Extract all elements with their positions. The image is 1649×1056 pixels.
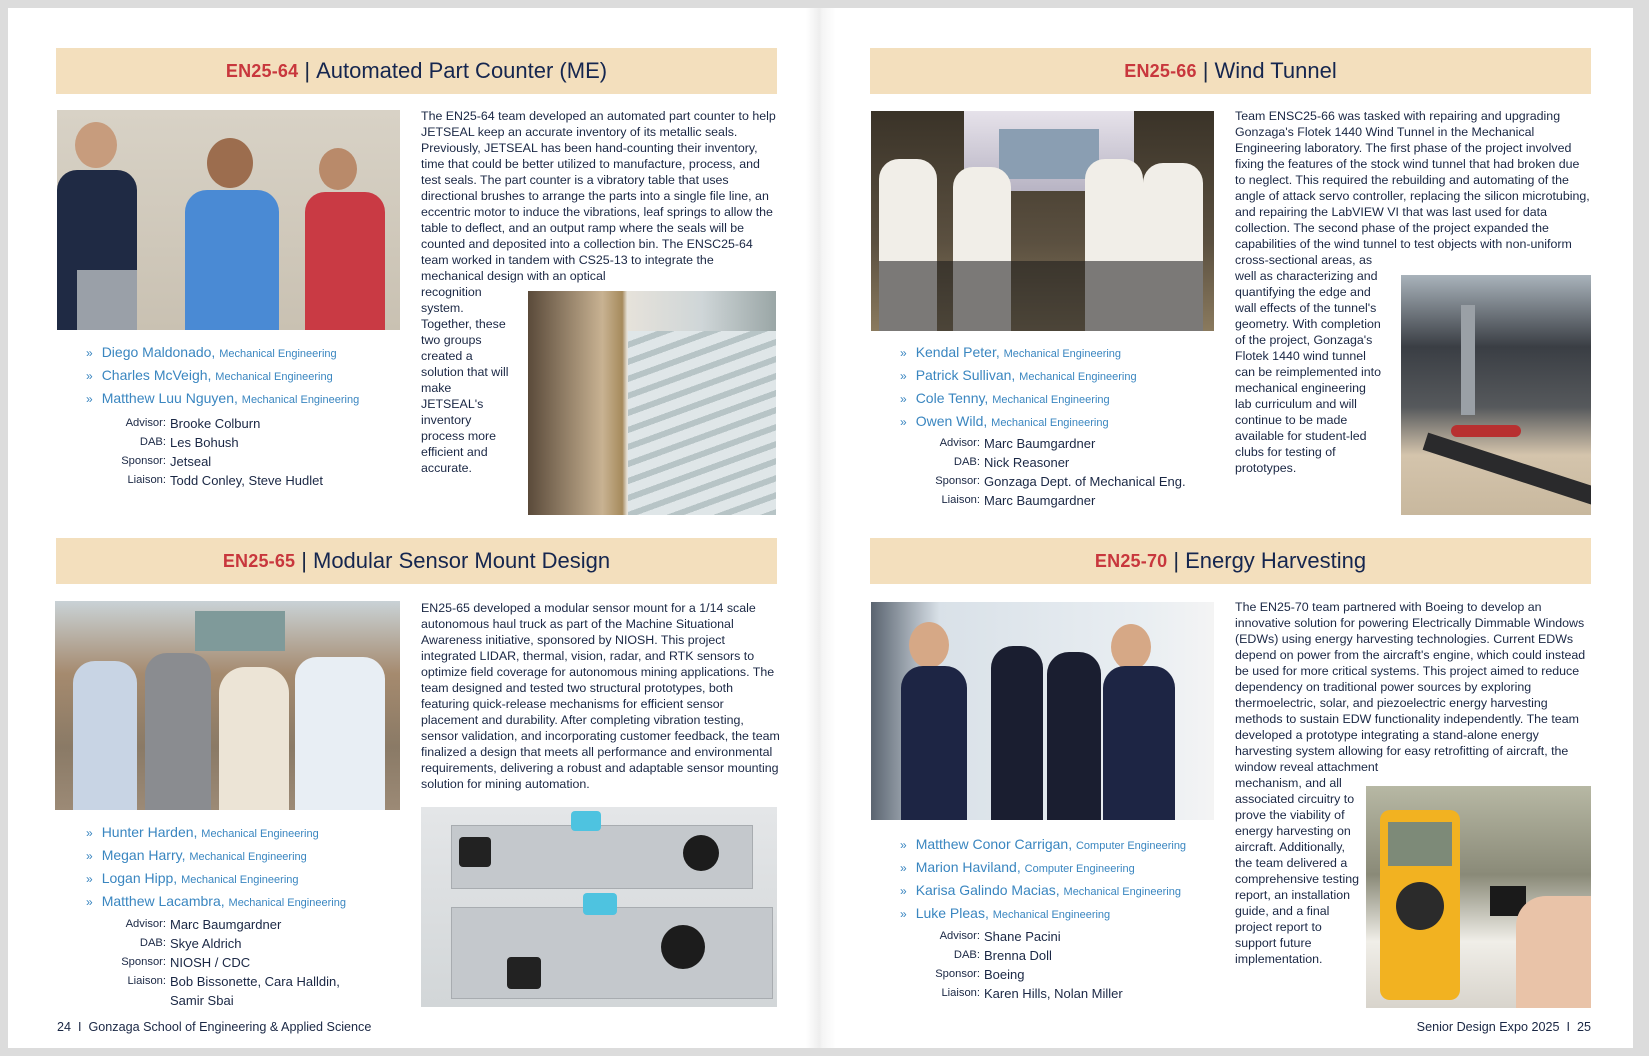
role-sponsor: Sponsor: Gonzaga Dept. of Mechanical Eng. <box>935 474 1186 489</box>
member-dept: Mechanical Engineering <box>215 371 333 383</box>
project-code: EN25-66 <box>1124 60 1197 81</box>
member-item: » Kendal Peter, Mechanical Engineering <box>900 344 1122 360</box>
project-banner <box>56 538 777 584</box>
member-name: Patrick Sullivan, <box>915 367 1016 383</box>
member-item: » Hunter Harden, Mechanical Engineering <box>86 824 319 840</box>
role-liaison: Liaison: Karen Hills, Nolan Miller <box>941 986 1123 1001</box>
project-banner <box>870 48 1591 94</box>
member-list <box>86 342 359 411</box>
role-liaison-continued: Samir Sbai <box>170 993 234 1008</box>
project-banner <box>870 538 1591 584</box>
member-name: Matthew Luu Nguyen, <box>101 390 238 406</box>
member-dept: Mechanical Engineering <box>1003 348 1122 360</box>
member-dept: Mechanical Engineering <box>991 417 1109 429</box>
member-item: » Patrick Sullivan, Mechanical Engineering <box>900 367 1137 383</box>
footer-right: Senior Design Expo 2025 I 25 <box>1416 1020 1591 1034</box>
role-sponsor: Sponsor: Boeing <box>935 967 1025 982</box>
project-title: Automated Part Counter (ME) <box>316 58 608 83</box>
member-dept: Computer Engineering <box>1024 863 1135 875</box>
project-code: EN25-70 <box>1094 550 1168 571</box>
project-description-wrap: well as characterizing and quantifying the edge and wall effects of the tunnel's geometry. With completion of the project, Gonzaga's Flotek 1440 wind tunnel can be reimplemented into mechanical engineering lab curriculum and will continue to be made available for student-led clubs for testing of prototypes. <box>1235 269 1382 475</box>
role-liaison: Liaison: Todd Conley, Steve Hudlet <box>127 473 323 488</box>
project-title: Wind Tunnel <box>1214 58 1337 83</box>
project-roles <box>86 414 323 490</box>
team-photo <box>871 602 1214 820</box>
member-dept: Mechanical Engineering <box>1019 371 1137 383</box>
project-description-wrap: recognition system. Together, these two groups created a solution that will make JETSEAL's inventory process more efficient and accurate. <box>421 285 509 475</box>
member-item: » Diego Maldonado, Mechanical Engineering <box>86 344 337 360</box>
role-dab: DAB: Skye Aldrich <box>139 936 242 951</box>
member-dept: Mechanical Engineering <box>1063 886 1181 898</box>
project-roles <box>900 927 1123 1003</box>
team-photo <box>55 601 400 810</box>
member-item: » Matthew Lacambra, Mechanical Engineering <box>86 893 346 909</box>
member-list <box>86 822 346 914</box>
part-counter-photo <box>528 291 776 515</box>
member-dept: Mechanical Engineering <box>992 394 1110 406</box>
multimeter-photo <box>1366 786 1591 1008</box>
role-advisor: Advisor: Brooke Colburn <box>125 416 261 431</box>
member-name: Kendal Peter, <box>915 344 1000 360</box>
role-liaison: Liaison: Marc Baumgardner <box>941 493 1096 508</box>
title-separator: | <box>304 58 311 83</box>
member-name: Cole Tenny, <box>915 390 989 406</box>
project-description: The EN25-64 team developed an automated part counter to help JETSEAL keep an accurate inventory of its metallic seals. Previously, JETSEAL has been hand-counting their inventory, time that could be better utilized to manufacture, process, and test seals. The part counter is a vibratory table that uses directional brushes to arrange the parts into a single file line, an eccentric motor to induce the vibrations, leaf springs to allow the table to deflect, and an output ramp where the seals will be counted and deposited into a collection bin. The ENSC25-64 team worked in tandem with CS25-13 to integrate the mechanical design with an optical <box>421 109 776 283</box>
member-item: » Luke Pleas, Mechanical Engineering <box>900 905 1111 921</box>
role-advisor: Advisor: Marc Baumgardner <box>939 436 1096 451</box>
member-name: Karisa Galindo Macias, <box>915 882 1060 898</box>
member-item: » Logan Hipp, Mechanical Engineering <box>86 870 299 886</box>
member-dept: Mechanical Engineering <box>219 348 337 360</box>
sensor-mount-photo <box>421 807 777 1007</box>
member-dept: Mechanical Engineering <box>241 394 360 406</box>
project-description: EN25-65 developed a modular sensor mount for a 1/14 scale autonomous haul truck as part of the Machine Situational Awareness initiative, sponsored by NIOSH. This project integrated LIDAR, thermal, vision, radar, and RTK sensors to optimize field coverage for autonomous mining applications. The team designed and tested two structural prototypes, both featuring quick-release mechanisms for efficient sensor placement and durability. After completing vibration testing, sensor validation, and incorporating customer feedback, the team finalized a design that meets all performance and environmental requirements, delivering a robust and adaptable sensor mounting solution for mining automation. <box>421 601 780 791</box>
member-dept: Mechanical Engineering <box>201 828 319 840</box>
member-name: Hunter Harden, <box>101 824 198 840</box>
project-title: Modular Sensor Mount Design <box>313 548 611 573</box>
member-dept: Computer Engineering <box>1075 840 1187 852</box>
team-photo <box>57 110 400 330</box>
page-gutter <box>806 8 836 1048</box>
member-item: » Charles McVeigh, Mechanical Engineering <box>86 367 333 383</box>
member-name: Matthew Lacambra, <box>101 893 225 909</box>
member-name: Matthew Conor Carrigan, <box>915 836 1073 852</box>
member-name: Owen Wild, <box>915 413 988 429</box>
project-roles <box>86 915 340 1010</box>
role-sponsor: Sponsor: Jetseal <box>121 454 212 469</box>
role-dab: DAB: Brenna Doll <box>953 948 1052 963</box>
project-code: EN25-64 <box>225 60 299 81</box>
member-dept: Mechanical Engineering <box>189 851 307 863</box>
member-item: » Matthew Luu Nguyen, Mechanical Engineering <box>86 390 360 406</box>
member-dept: Mechanical Engineering <box>228 897 346 909</box>
member-list <box>900 834 1186 926</box>
member-item: » Matthew Conor Carrigan, Computer Engineering <box>900 836 1187 852</box>
project-title: Energy Harvesting <box>1185 548 1367 573</box>
member-name: Diego Maldonado, <box>101 344 216 360</box>
member-item: » Owen Wild, Mechanical Engineering <box>900 413 1109 429</box>
member-dept: Mechanical Engineering <box>992 909 1111 921</box>
project-banner <box>56 48 777 94</box>
title-separator: | <box>1173 548 1180 573</box>
team-photo <box>871 111 1214 331</box>
role-advisor: Advisor: Marc Baumgardner <box>125 917 282 932</box>
project-roles <box>900 434 1186 510</box>
member-item: » Marion Haviland, Computer Engineering <box>900 859 1135 875</box>
member-dept: Mechanical Engineering <box>181 874 299 886</box>
role-dab: DAB: Nick Reasoner <box>953 455 1070 470</box>
role-sponsor: Sponsor: NIOSH / CDC <box>121 955 251 970</box>
member-item: » Karisa Galindo Macias, Mechanical Engineering <box>900 882 1181 898</box>
member-name: Luke Pleas, <box>915 905 989 921</box>
role-liaison: Liaison: Bob Bissonette, Cara Halldin, <box>127 974 340 989</box>
member-item: » Megan Harry, Mechanical Engineering <box>86 847 307 863</box>
footer-left: 24 I Gonzaga School of Engineering & Applied Science <box>57 1020 372 1034</box>
title-separator: | <box>301 548 307 573</box>
project-code: EN25-65 <box>222 550 296 571</box>
title-separator: | <box>1202 58 1209 83</box>
member-list <box>900 342 1137 434</box>
member-name: Charles McVeigh, <box>101 367 212 383</box>
project-description: Team ENSC25-66 was tasked with repairing and upgrading Gonzaga's Flotek 1440 Wind Tunnel in the Mechanical Engineering laboratory. The first phase of the project involved fixing the features of the stock wind tunnel that had broken due to neglect. This required the rebuilding and automating of the angle of attack servo controller, replacing the silicon microtubing, and repairing the LabVIEW VI that was last used for data collection. The second phase of the project expanded the capabilities of the wind tunnel to test objects with non-uniform cross-sectional areas, as <box>1235 109 1590 267</box>
wind-tunnel-photo <box>1401 275 1591 515</box>
role-advisor: Advisor: Shane Pacini <box>939 929 1061 944</box>
member-item: » Cole Tenny, Mechanical Engineering <box>900 390 1110 406</box>
project-description: The EN25-70 team partnered with Boeing to develop an innovative solution for powering Electrically Dimmable Windows (EDWs) using energy harvesting technologies. Current EDWs depend on power from the aircraft's engine, which could instead be used for more critical systems. This project aimed to reduce dependency on traditional power sources by exploring thermoelectric, solar, and piezoelectric energy harvesting methods to sustain EDW functionality independently. The team developed a prototype integrating a stand-alone energy harvesting system allowing for easy retrofitting of aircraft, the window reveal attachment <box>1235 600 1586 774</box>
member-name: Marion Haviland, <box>915 859 1021 875</box>
project-description-wrap: mechanism, and all associated circuitry to prove the viability of energy harvesting on aircraft. Additionally, the team delivered a comprehensive testing report, an installation guide, and a final project report to support future implementation. <box>1235 776 1359 966</box>
role-dab: DAB: Les Bohush <box>139 435 239 450</box>
member-name: Megan Harry, <box>101 847 186 863</box>
member-name: Logan Hipp, <box>101 870 178 886</box>
